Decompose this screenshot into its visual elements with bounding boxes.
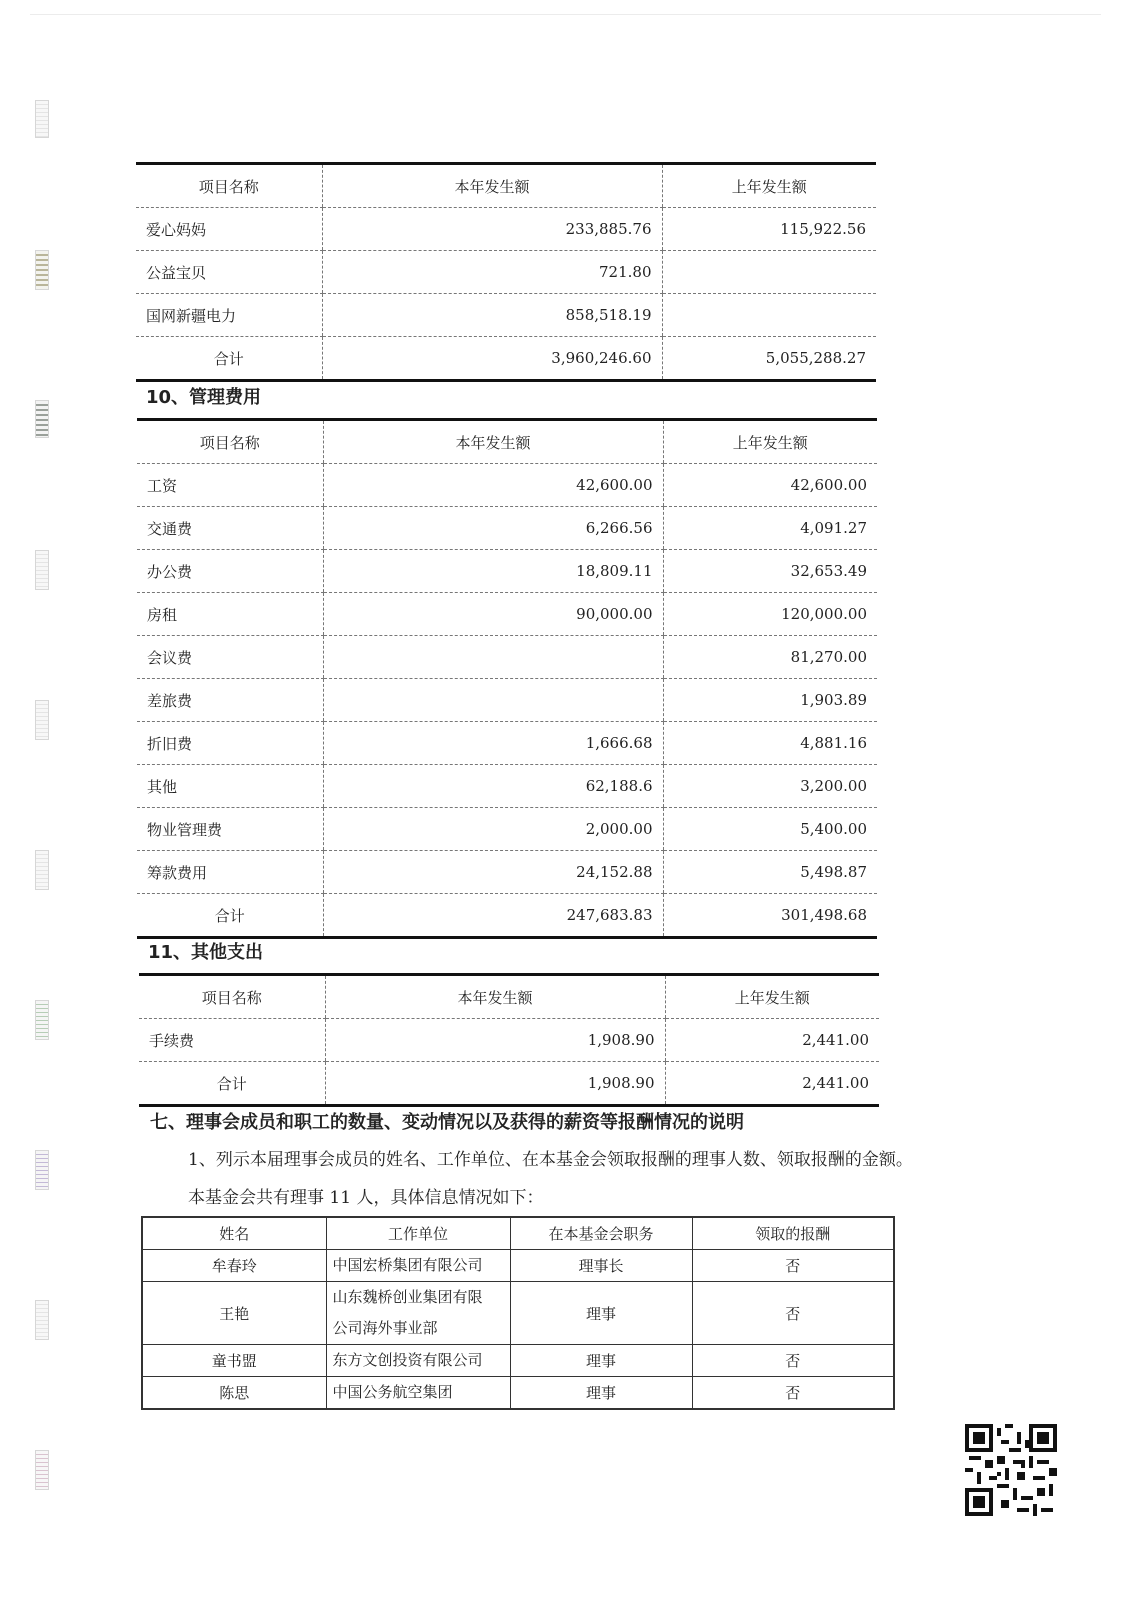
col-header-previous: 上年发生额	[665, 975, 879, 1019]
member-paid: 否	[692, 1282, 894, 1345]
total-label: 合计	[137, 894, 323, 938]
total-label: 合计	[139, 1062, 325, 1106]
row-previous: 42,600.00	[663, 464, 877, 507]
member-unit	[326, 1282, 510, 1345]
row-name: 交通费	[137, 507, 323, 550]
table-row	[142, 1377, 894, 1410]
member-unit	[326, 1345, 510, 1377]
table-header-row	[136, 164, 876, 208]
binding-strip-mark	[35, 1150, 49, 1190]
row-current: 1,908.90	[325, 1019, 665, 1062]
col-header-previous: 上年发生额	[662, 164, 876, 208]
col-header-current: 本年发生额	[322, 164, 662, 208]
row-current	[323, 679, 663, 722]
table-row	[137, 851, 877, 894]
row-previous: 2,441.00	[665, 1019, 879, 1062]
member-unit-line: 山东魏桥创业集团有限	[332, 1288, 483, 1306]
member-role: 理事	[510, 1377, 692, 1410]
col-header-previous: 上年发生额	[663, 420, 877, 464]
table-header-row	[139, 975, 879, 1019]
member-name: 牟春玲	[142, 1250, 326, 1282]
row-current: 233,885.76	[322, 208, 662, 251]
row-name: 其他	[137, 765, 323, 808]
col-header-item: 项目名称	[137, 420, 323, 464]
binding-strip-mark	[35, 550, 49, 590]
member-name: 王艳	[142, 1282, 326, 1345]
row-name: 工资	[137, 464, 323, 507]
table-row	[137, 765, 877, 808]
member-name: 陈思	[142, 1377, 326, 1410]
table-row	[137, 593, 877, 636]
row-name: 爱心妈妈	[136, 208, 322, 251]
row-previous: 4,881.16	[663, 722, 877, 765]
paragraph-board-count: 本基金会共有理事 11 人，具体信息情况如下：	[188, 1188, 544, 1208]
table-row	[136, 294, 876, 337]
row-name: 差旅费	[137, 679, 323, 722]
table-row	[137, 679, 877, 722]
binding-strip-mark	[35, 1450, 49, 1490]
row-previous: 5,498.87	[663, 851, 877, 894]
qr-code-icon	[965, 1424, 1057, 1516]
binding-strip-mark	[35, 850, 49, 890]
row-name: 手续费	[139, 1019, 325, 1062]
page-top-rule	[30, 14, 1101, 15]
table-row	[136, 251, 876, 294]
row-previous: 5,400.00	[663, 808, 877, 851]
chapter-seven-title: 七、理事会成员和职工的数量、变动情况以及获得的薪资等报酬情况的说明	[150, 1112, 744, 1133]
paragraph-board-list-intro: 1、列示本届理事会成员的姓名、工作单位、在本基金会领取报酬的理事人数、领取报酬的金额。	[188, 1150, 913, 1170]
total-previous: 5,055,288.27	[662, 337, 876, 381]
member-paid: 否	[692, 1250, 894, 1282]
row-name: 折旧费	[137, 722, 323, 765]
management-section-title: 10、管理费用	[146, 387, 262, 408]
row-name: 公益宝贝	[136, 251, 322, 294]
member-paid: 否	[692, 1377, 894, 1410]
row-previous: 120,000.00	[663, 593, 877, 636]
total-row	[139, 1062, 879, 1106]
row-current: 18,809.11	[323, 550, 663, 593]
table-row	[137, 636, 877, 679]
row-current: 2,000.00	[323, 808, 663, 851]
row-name: 办公费	[137, 550, 323, 593]
col-header-current: 本年发生额	[325, 975, 665, 1019]
row-previous	[662, 294, 876, 337]
row-name: 国网新疆电力	[136, 294, 322, 337]
member-unit	[326, 1250, 510, 1282]
table-row	[136, 208, 876, 251]
col-header-item: 项目名称	[136, 164, 322, 208]
member-unit	[326, 1377, 510, 1410]
row-current	[323, 636, 663, 679]
row-previous: 32,653.49	[663, 550, 877, 593]
row-current: 42,600.00	[323, 464, 663, 507]
row-current: 24,152.88	[323, 851, 663, 894]
row-current: 62,188.6	[323, 765, 663, 808]
col-header-current: 本年发生额	[323, 420, 663, 464]
col-header-role: 在本基金会职务	[510, 1217, 692, 1250]
table-row	[137, 722, 877, 765]
table-header-row	[137, 420, 877, 464]
binding-strip-mark	[35, 250, 49, 290]
board-members-table	[141, 1216, 895, 1410]
member-unit-line: 公司海外事业部	[332, 1319, 438, 1337]
row-current: 90,000.00	[323, 593, 663, 636]
total-previous: 2,441.00	[665, 1062, 879, 1106]
total-row	[137, 894, 877, 938]
binding-strip-mark	[35, 1000, 49, 1040]
binding-strip-mark	[35, 1300, 49, 1340]
table-row	[142, 1282, 894, 1345]
row-name: 会议费	[137, 636, 323, 679]
total-row	[136, 337, 876, 381]
total-current: 1,908.90	[325, 1062, 665, 1106]
row-previous: 3,200.00	[663, 765, 877, 808]
member-paid: 否	[692, 1345, 894, 1377]
other-expense-section-title: 11、其他支出	[148, 942, 264, 963]
binding-strip-mark	[35, 400, 49, 438]
member-role: 理事	[510, 1345, 692, 1377]
row-previous: 4,091.27	[663, 507, 877, 550]
table-row	[139, 1019, 879, 1062]
row-name: 筹款费用	[137, 851, 323, 894]
table-row	[142, 1345, 894, 1377]
col-header-name: 姓名	[142, 1217, 326, 1250]
member-name: 童书盟	[142, 1345, 326, 1377]
row-current: 1,666.68	[323, 722, 663, 765]
col-header-paid: 领取的报酬	[692, 1217, 894, 1250]
table-row	[137, 550, 877, 593]
member-role: 理事	[510, 1282, 692, 1345]
row-previous: 81,270.00	[663, 636, 877, 679]
binding-strip-mark	[35, 700, 49, 740]
row-name: 物业管理费	[137, 808, 323, 851]
table-row	[137, 464, 877, 507]
total-current: 3,960,246.60	[322, 337, 662, 381]
table-row	[137, 808, 877, 851]
row-previous: 115,922.56	[662, 208, 876, 251]
total-label: 合计	[136, 337, 322, 381]
donation-table	[136, 162, 876, 382]
member-unit-line: 东方文创投资有限公司	[332, 1351, 483, 1369]
row-current: 858,518.19	[322, 294, 662, 337]
binding-strip-mark	[35, 100, 49, 138]
other-expense-table	[139, 973, 879, 1107]
total-current: 247,683.83	[323, 894, 663, 938]
row-current: 6,266.56	[323, 507, 663, 550]
member-role: 理事长	[510, 1250, 692, 1282]
row-previous: 1,903.89	[663, 679, 877, 722]
col-header-unit: 工作单位	[326, 1217, 510, 1250]
table-header-row	[142, 1217, 894, 1250]
table-row	[137, 507, 877, 550]
row-current: 721.80	[322, 251, 662, 294]
table-row	[142, 1250, 894, 1282]
col-header-item: 项目名称	[139, 975, 325, 1019]
management-expense-table	[137, 418, 877, 939]
member-unit-line: 中国公务航空集团	[332, 1383, 453, 1401]
row-name: 房租	[137, 593, 323, 636]
member-unit-line: 中国宏桥集团有限公司	[332, 1256, 483, 1274]
total-previous: 301,498.68	[663, 894, 877, 938]
row-previous	[662, 251, 876, 294]
